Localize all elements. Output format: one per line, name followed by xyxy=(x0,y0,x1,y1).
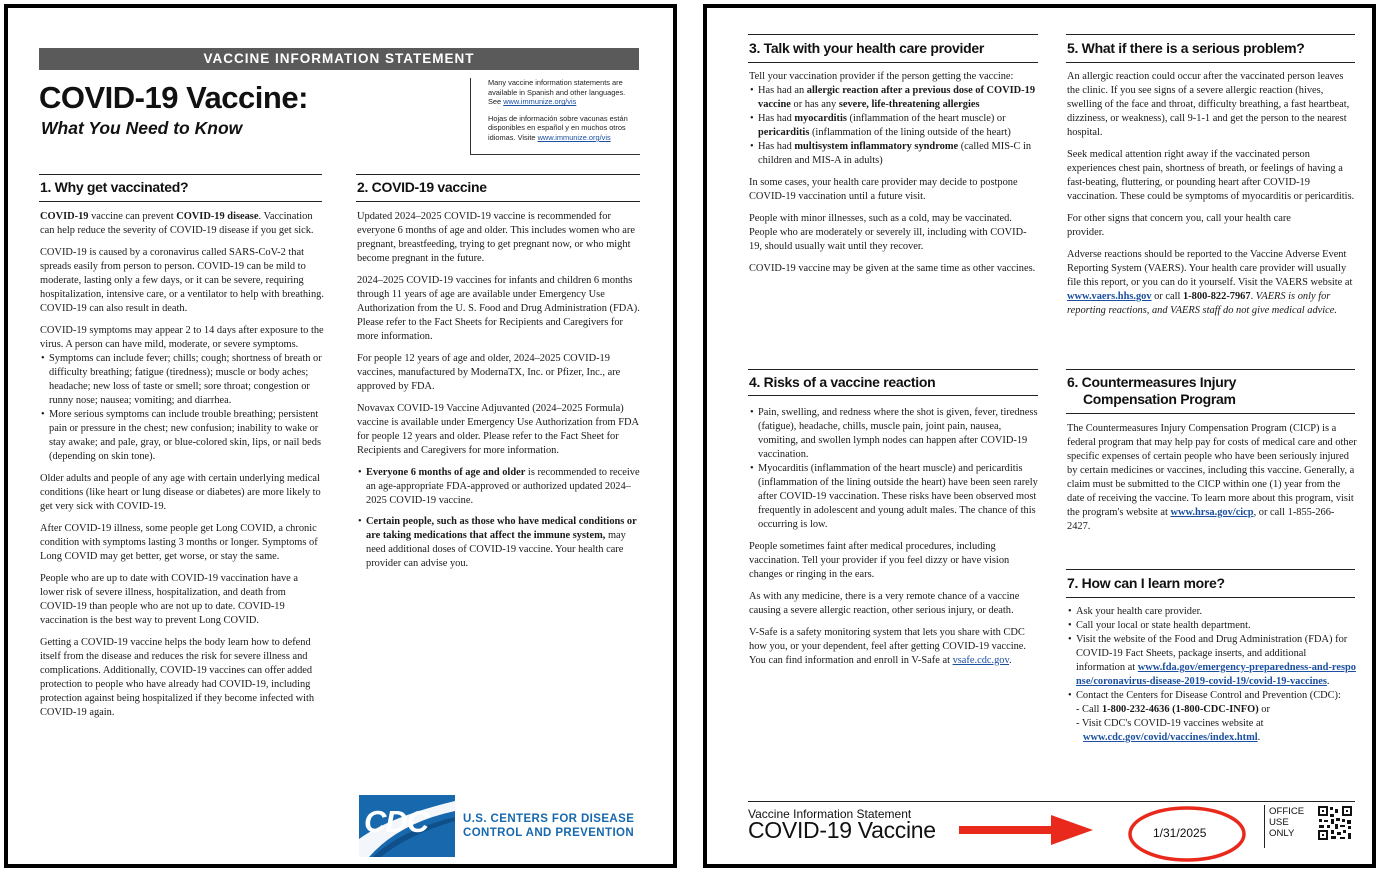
footer-divider xyxy=(1264,805,1265,848)
section-rule xyxy=(748,369,1038,370)
vis-page-2 xyxy=(703,4,1376,868)
vsafe-link[interactable]: vsafe.cdc.gov xyxy=(952,655,1010,666)
list-item: • Visit the website of the Food and Drug Administration (FDA) for COVID-19 Fact Sheets, package inserts, and additional information at www.fda.gov/emergency-preparedness-and-response/coronavirus-disease-2019-covid-19/covid-19-vaccines. xyxy=(1076,633,1357,689)
paragraph: People sometimes faint after medical procedures, including vaccination. Tell your provider if you feel dizzy or have vision changes or ringing in the ears. xyxy=(749,541,1010,580)
list-item: • Ask your health care provider. xyxy=(1076,605,1357,619)
list-item: • Call your local or state health department. xyxy=(1076,619,1357,633)
list-item: • Pain, swelling, and redness where the shot is given, fever, tiredness (fatigue), headache, chills, muscle pain, joint pain, nausea, vomiting, and swollen lymph nodes can happen after COVID-19 vaccination. xyxy=(758,406,1039,462)
section-rule xyxy=(356,174,640,175)
recommendation-list xyxy=(357,466,641,571)
paragraph: Tell your vaccination provider if the person getting the vaccine: xyxy=(749,71,1014,82)
paragraph: After COVID-19 illness, some people get Long COVID, a chronic condition with symptoms lasting 3 months or longer. Symptoms of Long COVID may get better, get worse, or stay the same. xyxy=(40,523,318,562)
section-6-heading: 6. Countermeasures Injury Compensation Program xyxy=(1067,374,1237,407)
section-rule xyxy=(1066,369,1355,370)
vis-page-1 xyxy=(4,4,677,868)
cdc-wordmark-line-2: CONTROL AND PREVENTION xyxy=(463,827,635,839)
list-item: • Has had multisystem inflammatory syndrome (called MIS-C in children and MIS-A in adults) xyxy=(758,140,1039,168)
paragraph: Seek medical attention right away if the vaccinated person experiences chest pain, shortness of breath, or feelings of having a fast-beating, fluttering, or pounding heart after COVID-19 vaccination. These could be symptoms of myocarditis or pericarditis. xyxy=(1067,149,1355,202)
section-rule xyxy=(356,201,640,202)
paragraph: In some cases, your health care provider may decide to postpone COVID-19 vaccination until a future visit. xyxy=(749,177,1018,202)
paragraph: COVID-19 symptoms may appear 2 to 14 days after exposure to the virus. A person can have mild, moderate, or severe symptoms. xyxy=(40,325,324,350)
arrow-head xyxy=(1051,815,1093,845)
section-rule xyxy=(39,201,322,202)
paragraph: The Countermeasures Injury Compensation Program (CICP) is a federal program that may help pay for costs of medical care and other specific expenses of certain people who have been seriously injured by certain medicines or vaccines, including this vaccine. Generally, a claim must be submitted to the CICP within one (1) year from the date of receiving the vaccine. To learn more about this program, visit the program's website at www.hrsa.gov/cicp, or call 1-855-266-2427. xyxy=(1067,423,1357,532)
list-item: • Everyone 6 months of age and older is recommended to receive an age-appropriate FDA-approved or authorized updated 2024–2025 COVID-19 vaccine. xyxy=(366,466,641,508)
paragraph: COVID-19 vaccine can prevent COVID-19 disease. Vaccination can help reduce the severity of COVID-19 disease if you get sick. xyxy=(40,211,314,236)
footer-label: Vaccine Information Statement xyxy=(748,807,912,821)
section-7-heading: 7. How can I learn more? xyxy=(1067,575,1225,591)
section-2-body xyxy=(357,210,641,579)
banner: VACCINE INFORMATION STATEMENT xyxy=(39,48,639,70)
symptom-list xyxy=(40,352,324,464)
fda-link[interactable]: www.fda.gov/emergency-preparedness-and-response/coronavirus-disease-2019-covid-19/covid-19-vaccines xyxy=(1076,662,1356,687)
vaers-link[interactable]: www.vaers.hhs.gov xyxy=(1067,291,1152,302)
paragraph: Updated 2024–2025 COVID-19 vaccine is recommended for everyone 6 months of age and older. This includes women who are pregnant, breastfeeding, trying to get pregnant now, or who might become pregnant in the future. xyxy=(357,211,635,264)
edition-date: 1/31/2025 xyxy=(1153,826,1207,840)
section-rule xyxy=(39,174,322,175)
list-item: • Symptoms can include fever; chills; cough; shortness of breath or difficulty breathing; fatigue (tiredness); muscle or body aches; headache; new loss of taste or smell; sore throat; congestion or runny nose; nausea; vomiting; and diarrhea. xyxy=(49,352,324,408)
paragraph: COVID-19 vaccine may be given at the same time as other vaccines. xyxy=(749,263,1036,274)
language-notice-rule xyxy=(470,154,640,155)
section-rule xyxy=(1066,569,1355,570)
condition-list xyxy=(749,84,1039,168)
section-3-body xyxy=(749,70,1039,284)
cdc-vaccines-link[interactable]: www.cdc.gov/covid/vaccines/index.html xyxy=(1083,732,1258,743)
language-notice-es: Hojas de información sobre vacunas están disponibles en español y en muchos otros idiomas. Visite xyxy=(488,113,628,142)
paragraph: COVID-19 is caused by a coronavirus called SARS-CoV-2 that spreads easily from person to person. COVID-19 can be mild to moderate, lasting only a few days, or it can be severe, requiring hospitalization, intensive care, or a ventilator to help with breathing. COVID-19 can also result in death. xyxy=(40,247,324,314)
section-rule xyxy=(1066,62,1355,63)
arrow-shaft xyxy=(959,826,1055,834)
section-rule xyxy=(748,34,1038,35)
section-3-heading: 3. Talk with your health care provider xyxy=(749,40,984,56)
section-1-body xyxy=(40,210,324,728)
list-item: • Has had myocarditis (inflammation of the heart muscle) or pericarditis (inflammation of the lining outside of the heart) xyxy=(758,112,1039,140)
office-use-only-label: OFFICE USE ONLY xyxy=(1269,806,1305,839)
section-6-body xyxy=(1067,422,1357,542)
paragraph: An allergic reaction could occur after the vaccinated person leaves the clinic. If you see signs of a severe allergic reaction (hives, swelling of the face and throat, difficulty breathing, a fast heartbeat, dizziness, or weakness), call 9-1-1 and get the person to the nearest hospital. xyxy=(1067,71,1350,138)
reaction-list xyxy=(749,406,1039,532)
section-4-body xyxy=(749,406,1039,676)
language-notice-en: Many vaccine information statements are available in Spanish and other languages. See xyxy=(488,78,626,107)
paragraph: Older adults and people of any age with certain underlying medical conditions (like heart or lung disease or diabetes) are more likely to get very sick with COVID-19. xyxy=(40,473,321,512)
cdc-wordmark xyxy=(463,812,634,840)
paragraph: As with any medicine, there is a very remote chance of a vaccine causing a severe allergic reaction, other serious injury, or death. xyxy=(749,591,1020,616)
list-item: • Contact the Centers for Disease Control and Prevention (CDC): - Call 1-800-232-4636 (1-800-CDC-INFO) or - Visit CDC's COVID-19 vaccines website at www.cdc.gov/covid/vaccines/index.html. xyxy=(1076,689,1357,745)
list-item: • Myocarditis (inflammation of the heart muscle) and pericarditis (inflammation of the lining outside the heart) have been seen rarely after COVID-19 vaccination. These risks have been observed most frequently in adolescent and young adult males. The chance of this occurring is low. xyxy=(758,462,1039,532)
cdc-logo-text: CDC xyxy=(364,804,429,839)
paragraph: For other signs that concern you, call your health care provider. xyxy=(1067,213,1291,238)
immunize-link-es[interactable]: www.immunize.org/vis xyxy=(537,132,611,142)
paragraph: V-Safe is a safety monitoring system that lets you share with CDC how you, or your dependent, feel after getting COVID-19 vaccine. You can find information and enroll in V-Safe at vsafe.cdc.gov. xyxy=(749,627,1026,666)
qr-code-icon xyxy=(1317,805,1353,841)
paragraph: Getting a COVID-19 vaccine helps the body learn how to defend itself from the disease and reduces the risk for severe illness and complications. Additionally, COVID-19 vaccines can offer added protection to people who have already had COVID-19, including protection against being hospitalized if they become infected with COVID-19 again. xyxy=(40,637,315,718)
paragraph: People with minor illnesses, such as a cold, may be vaccinated. People who are moderately or severely ill, including with COVID-19, should usually wait until they recover. xyxy=(749,213,1027,252)
section-2-heading: 2. COVID-19 vaccine xyxy=(357,179,487,195)
section-7-body xyxy=(1067,605,1357,753)
section-rule xyxy=(748,395,1038,396)
section-rule xyxy=(748,62,1038,63)
language-notice xyxy=(470,78,640,154)
paragraph: Novavax COVID-19 Vaccine Adjuvanted (2024–2025 Formula) vaccine is available under Emergency Use Authorization from FDA for people 12 years and older. Please refer to the Fact Sheet for Recipients and Caregivers for more information. xyxy=(357,403,639,456)
arrow-icon xyxy=(957,813,1097,847)
paragraph: People who are up to date with COVID-19 vaccination have a lower risk of severe illness, hospitalization, and death from COVID-19 than people who are not up to date. COVID-19 vaccination is the best way to prevent Long COVID. xyxy=(40,573,298,626)
section-rule xyxy=(1066,597,1355,598)
page-subtitle: What You Need to Know xyxy=(41,118,243,138)
paragraph: For people 12 years of age and older, 2024–2025 COVID-19 vaccines, manufactured by ModernaTX, Inc. or Pfizer, Inc., are approved by FDA. xyxy=(357,353,621,392)
immunize-link-en[interactable]: www.immunize.org/vis xyxy=(503,97,577,107)
list-item: • Has had an allergic reaction after a previous dose of COVID-19 vaccine or has any severe, life-threatening allergies xyxy=(758,84,1039,112)
paragraph: 2024–2025 COVID-19 vaccines for infants and children 6 months through 11 years of age are available under Emergency Use Authorization from the U. S. Food and Drug Administration (FDA). Please refer to the Fact Sheets for Recipients and Caregivers for more information. xyxy=(357,275,640,342)
resource-list xyxy=(1067,605,1357,745)
section-rule xyxy=(1066,413,1355,414)
cdc-wordmark-line-1: U.S. CENTERS FOR DISEASE xyxy=(463,813,635,825)
paragraph: Adverse reactions should be reported to the Vaccine Adverse Event Reporting System (VAERS). Your health care provider will usually file this report, or you can do it yourself. Visit the VAERS website at www.vaers.hhs.gov or call 1-800-822-7967. VAERS is only for reporting reactions, and VAERS staff do not give medical advice. xyxy=(1067,249,1353,316)
page-title: COVID-19 Vaccine: xyxy=(39,80,308,115)
section-1-heading: 1. Why get vaccinated? xyxy=(40,179,189,195)
list-item: • Certain people, such as those who have medical conditions or are taking medications that affect the immune system, may need additional doses of COVID-19 vaccine. Your health care provider can advise you. xyxy=(366,515,641,571)
section-4-heading: 4. Risks of a vaccine reaction xyxy=(749,374,936,390)
hrsa-link[interactable]: www.hrsa.gov/cicp xyxy=(1170,507,1254,518)
section-5-heading: 5. What if there is a serious problem? xyxy=(1067,40,1305,56)
footer-title: COVID-19 Vaccine xyxy=(748,817,936,843)
section-rule xyxy=(1066,34,1355,35)
section-5-body xyxy=(1067,70,1357,326)
list-item: • More serious symptoms can include trouble breathing; persistent pain or pressure in the chest; new confusion; inability to wake or stay awake; and pale, gray, or blue-colored skin, lips, or nail beds (depending on skin tone). xyxy=(49,408,324,464)
footer-rule xyxy=(748,801,1355,802)
